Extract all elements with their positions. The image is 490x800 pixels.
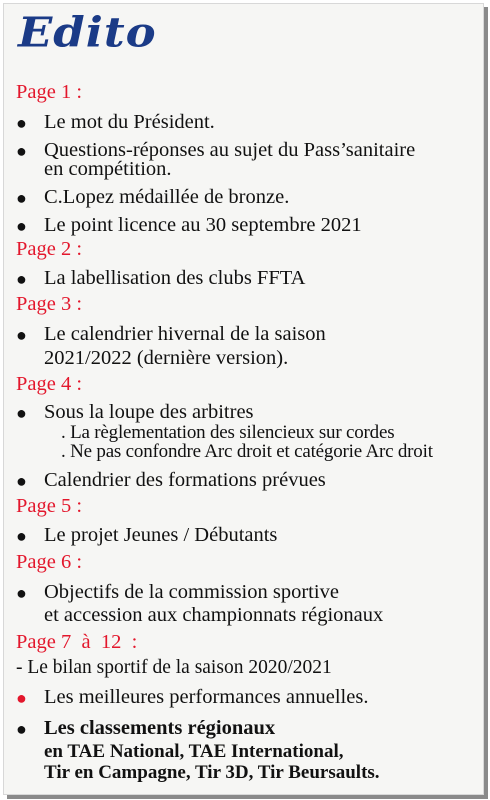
bullet-icon: ●: [16, 526, 27, 546]
page-4-heading: Page 4 :: [16, 373, 83, 395]
list-item-text: Les classements régionaux: [44, 717, 276, 739]
list-item-text: Objectifs de la commission sportive: [44, 581, 339, 603]
list-item-text: Le projet Jeunes / Débutants: [44, 524, 278, 546]
bullet-icon: ●: [16, 583, 27, 603]
bullet-icon: ●: [16, 188, 27, 208]
list-item-continuation: en compétition.: [44, 158, 172, 180]
list-item: [16, 718, 275, 738]
list-item-continuation: Tir en Campagne, Tir 3D, Tir Beursaults.: [44, 762, 380, 783]
list-item: [16, 402, 254, 422]
page-3-heading: Page 3 :: [16, 293, 83, 315]
list-item: [16, 215, 362, 235]
list-item: [16, 268, 305, 288]
page-7-12-heading: Page 7 à 12 :: [16, 631, 138, 653]
list-item: [16, 582, 339, 602]
list-item-text: Le calendrier hivernal de la saison: [44, 323, 326, 345]
list-item-text: C.Lopez médaillée de bronze.: [44, 186, 290, 208]
list-item: [16, 687, 368, 707]
list-item: [16, 112, 215, 132]
bullet-icon: ●: [16, 141, 27, 161]
list-item: [16, 140, 415, 160]
bullet-icon: ●: [16, 325, 27, 345]
bullet-icon: ●: [16, 113, 27, 133]
list-item-continuation: 2021/2022 (dernière version).: [44, 347, 289, 369]
list-item-continuation: et accession aux championnats régionaux: [44, 604, 384, 626]
sub-item: . Ne pas confondre Arc droit et catégorie Arc droit: [61, 441, 433, 462]
list-item-text: La labellisation des clubs FFTA: [44, 267, 306, 289]
page-1-heading: Page 1 :: [16, 81, 83, 103]
list-item-text: Le point licence au 30 septembre 2021: [44, 214, 362, 236]
bullet-icon: ●: [16, 719, 27, 739]
edito-panel: [3, 3, 484, 795]
list-item: [16, 470, 326, 490]
list-item-continuation: en TAE National, TAE International,: [44, 741, 344, 762]
page-5-heading: Page 5 :: [16, 495, 83, 517]
list-item: [16, 525, 277, 545]
list-item: [16, 187, 289, 207]
bullet-icon: ●: [16, 216, 27, 236]
bullet-icon: ●: [16, 471, 27, 491]
sub-item: . La règlementation des silencieux sur cordes: [61, 422, 395, 443]
list-item: [16, 324, 326, 344]
bullet-icon: ●: [16, 269, 27, 289]
bullet-icon: ●: [16, 403, 27, 423]
list-item-text: Les meilleures performances annuelles.: [44, 686, 369, 708]
page-2-heading: Page 2 :: [16, 238, 83, 260]
list-item-text: Questions-réponses au sujet du Pass’sanitaire: [44, 139, 416, 161]
list-item-text: Le mot du Président.: [44, 111, 215, 133]
dash-item: - Le bilan sportif de la saison 2020/2021: [16, 657, 332, 678]
edito-title: Edito: [18, 8, 157, 57]
list-item-text: Calendrier des formations prévues: [44, 469, 326, 491]
red-bullet-icon: ●: [16, 688, 27, 708]
list-item-text: Sous la loupe des arbitres: [44, 401, 254, 423]
page-6-heading: Page 6 :: [16, 551, 83, 573]
